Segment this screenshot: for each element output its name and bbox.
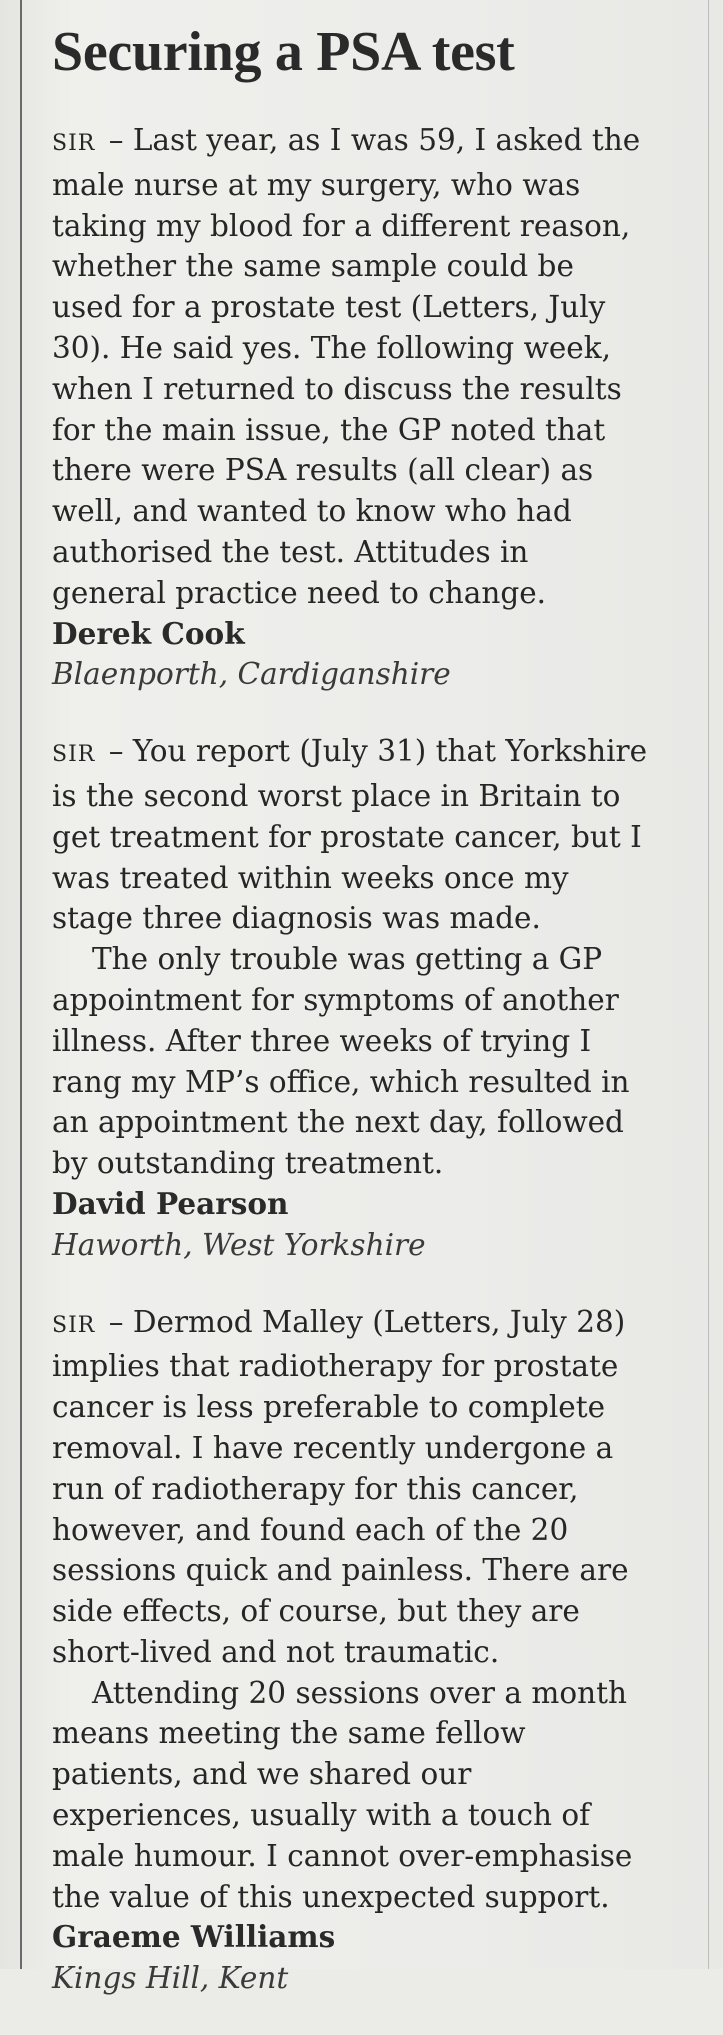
text-line: when I returned to discuss the results <box>52 371 622 406</box>
text-line: patients, and we shared our <box>52 1757 472 1792</box>
sir-salutation: SIR <box>52 742 96 768</box>
text-line: implies that radiotherapy for prostate <box>52 1349 619 1384</box>
text-line: male humour. I cannot over-emphasise <box>52 1838 633 1873</box>
letter-paragraph <box>52 731 702 939</box>
text-line: the value of this unexpected support. <box>52 1879 610 1914</box>
text-line: taking my blood for a different reason, <box>52 208 631 243</box>
letter-paragraph <box>52 939 702 1184</box>
letter-paragraph <box>52 1302 702 1673</box>
text-line: means meeting the same fellow <box>52 1716 526 1751</box>
text-line: male nurse at my surgery, who was <box>52 167 581 202</box>
text-line: sessions quick and painless. There are <box>52 1553 629 1588</box>
text-line: well, and wanted to know who had <box>52 494 572 529</box>
letter-1 <box>52 120 702 695</box>
text-line: is the second worst place in Britain to <box>52 778 621 813</box>
text-line: 30). He said yes. The following week, <box>52 330 611 365</box>
letter-paragraph <box>52 120 702 614</box>
sir-salutation: SIR <box>52 131 96 156</box>
text-line: appointment for symptoms of another <box>52 982 619 1017</box>
text-line: for the main issue, the GP noted that <box>52 412 606 447</box>
text-line: cancer is less preferable to complete <box>52 1390 606 1425</box>
text-line: authorised the test. Attitudes in <box>52 534 529 569</box>
letter-author: David Pearson <box>52 1185 289 1221</box>
text-line: SIR – You report (July 31) that Yorkshire <box>52 734 648 769</box>
sir-salutation: SIR <box>52 1312 96 1338</box>
text-line: run of radiotherapy for this cancer, <box>52 1471 579 1506</box>
letter-place: Haworth, West Yorkshire <box>52 1227 426 1262</box>
text-line: SIR – Dermod Malley (Letters, July 28) <box>52 1304 626 1339</box>
text-line: short-lived and not traumatic. <box>52 1634 500 1669</box>
text-line: illness. After three weeks of trying I <box>52 1023 592 1058</box>
text-line: general practice need to change. <box>52 575 547 610</box>
letter-3 <box>52 1302 702 2000</box>
column-rule-left <box>20 0 22 1969</box>
text-line: there were PSA results (all clear) as <box>52 453 594 488</box>
text-line: however, and found each of the 20 <box>52 1512 569 1547</box>
text-line: Attending 20 sessions over a month <box>92 1675 627 1710</box>
text-line: stage three diagnosis was made. <box>52 901 541 936</box>
text-line: used for a prostate test (Letters, July <box>52 290 606 325</box>
text-line: SIR – Last year, as I was 59, I asked the <box>52 123 641 157</box>
text-line: rang my MP’s office, which resulted in <box>52 1064 630 1099</box>
letters-column <box>52 18 702 2035</box>
page-title: Securing a PSA test <box>52 21 515 83</box>
letter-place: Kings Hill, Kent <box>52 1961 289 1996</box>
letter-author: Derek Cook <box>52 615 245 651</box>
letter-2 <box>52 731 702 1265</box>
text-line: by outstanding treatment. <box>52 1146 444 1181</box>
letter-place: Blaenporth, Cardiganshire <box>52 657 451 692</box>
text-line: removal. I have recently undergone a <box>52 1430 614 1465</box>
text-line: The only trouble was getting a GP <box>92 942 603 977</box>
text-line: an appointment the next day, followed <box>52 1105 624 1140</box>
letter-paragraph <box>52 1673 702 1918</box>
column-rule-right <box>708 0 709 1969</box>
text-line: whether the same sample could be <box>52 249 574 284</box>
text-line: experiences, usually with a touch of <box>52 1798 591 1833</box>
text-line: get treatment for prostate cancer, but I <box>52 819 642 854</box>
text-line: side effects, of course, but they are <box>52 1594 580 1629</box>
text-line: was treated within weeks once my <box>52 860 569 895</box>
letter-author: Graeme Williams <box>52 1919 336 1955</box>
